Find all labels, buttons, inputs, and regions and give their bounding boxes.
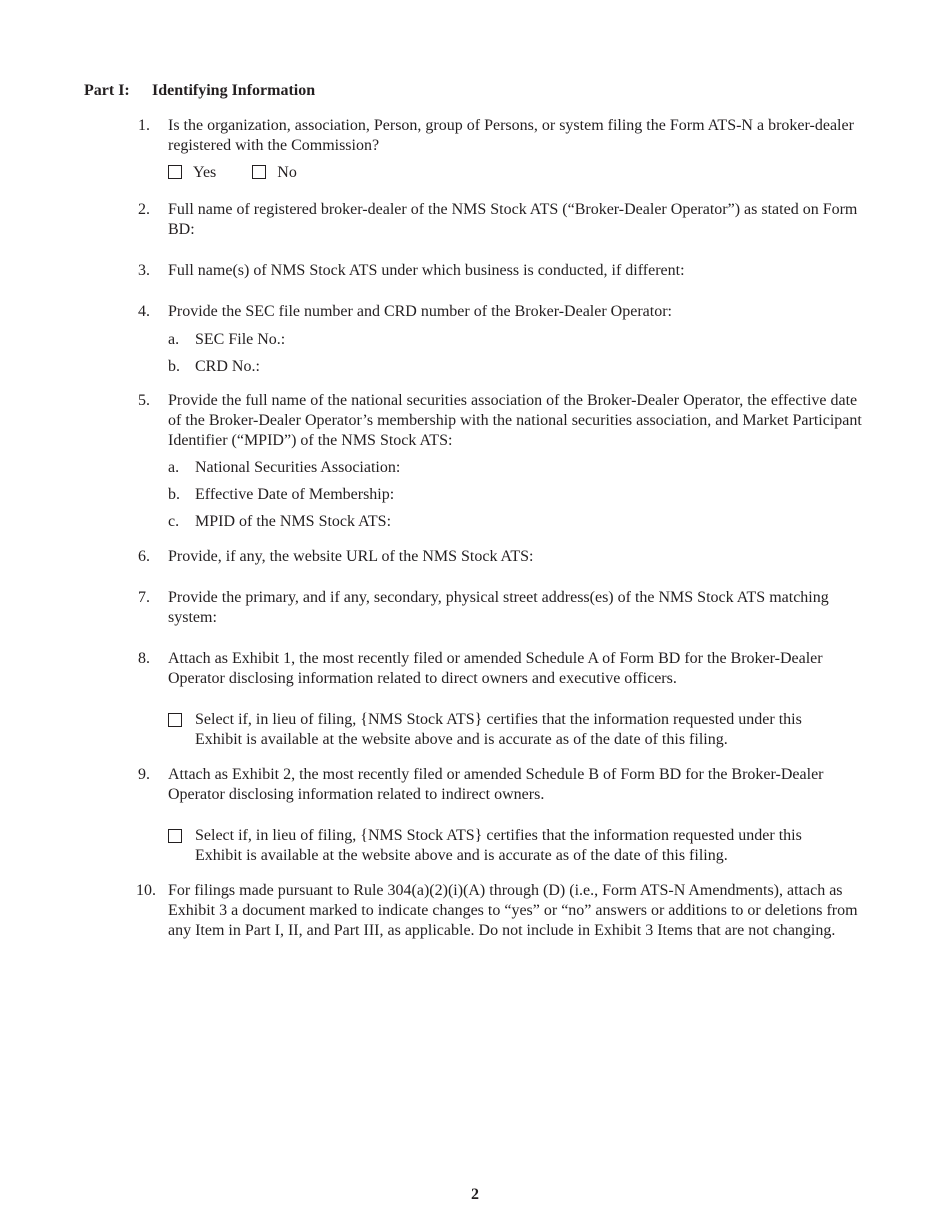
- sub-letter: b.: [168, 358, 180, 375]
- item-4: [138, 302, 868, 322]
- no-label: No: [277, 164, 297, 181]
- item-text: Provide the SEC file number and CRD number of the Broker-Dealer Operator:: [168, 303, 672, 320]
- item-text: For filings made pursuant to Rule 304(a)(2)(i)(A) through (D) (i.e., Form ATS-N Amendments), attach as Exhibit 3 a document marked to indicate changes to “yes” or “no” answers or additions to or deletions from any Item in Part I, II, and Part III, as applicable. Do not include in Exhibit 3 Items that are not changing.: [168, 882, 858, 939]
- yes-no-options: [168, 163, 329, 183]
- part-header: [84, 81, 315, 101]
- item-5a: [168, 458, 848, 478]
- item-7: [138, 588, 868, 628]
- certify-text: Select if, in lieu of filing, {NMS Stock ATS} certifies that the information requested under this Exhibit is available at the website above and is accurate as of the date of this filing.: [195, 827, 802, 864]
- certify-checkbox[interactable]: [168, 713, 182, 727]
- item-number: 4.: [138, 303, 150, 320]
- certify-text: Select if, in lieu of filing, {NMS Stock ATS} certifies that the information requested under this Exhibit is available at the website above and is accurate as of the date of this filing.: [195, 711, 802, 748]
- item-number: 5.: [138, 392, 150, 409]
- sub-letter: c.: [168, 513, 180, 530]
- item-text: Provide the full name of the national securities association of the Broker-Dealer Operator, the effective date of the Broker-Dealer Operator’s membership with the national securities association, and Market Participant Identifier (“MPID”) of the NMS Stock ATS:: [168, 392, 862, 449]
- no-checkbox[interactable]: [252, 165, 266, 179]
- item-5: [138, 391, 868, 451]
- item-9: [138, 765, 868, 805]
- item-6: [138, 547, 868, 567]
- item-5c: [168, 512, 848, 532]
- item-text: Attach as Exhibit 1, the most recently filed or amended Schedule A of Form BD for the Broker-Dealer Operator disclosing information related to direct owners and executive officers.: [168, 650, 823, 687]
- item-number: 10.: [136, 882, 156, 899]
- item-text: Full name of registered broker-dealer of the NMS Stock ATS (“Broker-Dealer Operator”) as stated on Form BD:: [168, 201, 858, 238]
- item-1: [138, 116, 868, 156]
- sub-letter: b.: [168, 486, 180, 503]
- sub-letter: a.: [168, 459, 180, 476]
- item-text: Provide, if any, the website URL of the NMS Stock ATS:: [168, 548, 534, 565]
- yes-checkbox[interactable]: [168, 165, 182, 179]
- item-5b: [168, 485, 848, 505]
- item-number: 9.: [138, 766, 150, 783]
- item-text: Attach as Exhibit 2, the most recently filed or amended Schedule B of Form BD for the Broker-Dealer Operator disclosing information related to indirect owners.: [168, 766, 824, 803]
- sub-text: SEC File No.:: [195, 331, 286, 348]
- certify-option-exhibit-2[interactable]: [168, 826, 848, 866]
- sub-text: Effective Date of Membership:: [195, 486, 395, 503]
- page-number: 2: [471, 1186, 479, 1203]
- item-4b: [168, 357, 848, 377]
- item-10: [138, 881, 868, 941]
- part-label: Part I:: [84, 82, 130, 99]
- item-text: Is the organization, association, Person, group of Persons, or system filing the Form ATS-N a broker-dealer registered with the Commission?: [168, 117, 854, 154]
- sub-text: MPID of the NMS Stock ATS:: [195, 513, 392, 530]
- item-8: [138, 649, 868, 689]
- item-2: [138, 200, 868, 240]
- item-text: Full name(s) of NMS Stock ATS under which business is conducted, if different:: [168, 262, 685, 279]
- yes-label: Yes: [193, 164, 217, 181]
- certify-checkbox[interactable]: [168, 829, 182, 843]
- item-number: 8.: [138, 650, 150, 667]
- item-3: [138, 261, 868, 281]
- sub-letter: a.: [168, 331, 180, 348]
- item-number: 2.: [138, 201, 150, 218]
- sub-text: National Securities Association:: [195, 459, 401, 476]
- no-option[interactable]: [252, 163, 297, 183]
- item-number: 6.: [138, 548, 150, 565]
- item-text: Provide the primary, and if any, secondary, physical street address(es) of the NMS Stock ATS matching system:: [168, 589, 829, 626]
- item-number: 3.: [138, 262, 150, 279]
- certify-option-exhibit-1[interactable]: [168, 710, 848, 750]
- item-4a: [168, 330, 848, 350]
- item-number: 7.: [138, 589, 150, 606]
- part-title: Identifying Information: [152, 82, 316, 99]
- sub-text: CRD No.:: [195, 358, 260, 375]
- item-number: 1.: [138, 117, 150, 134]
- yes-option[interactable]: [168, 163, 216, 183]
